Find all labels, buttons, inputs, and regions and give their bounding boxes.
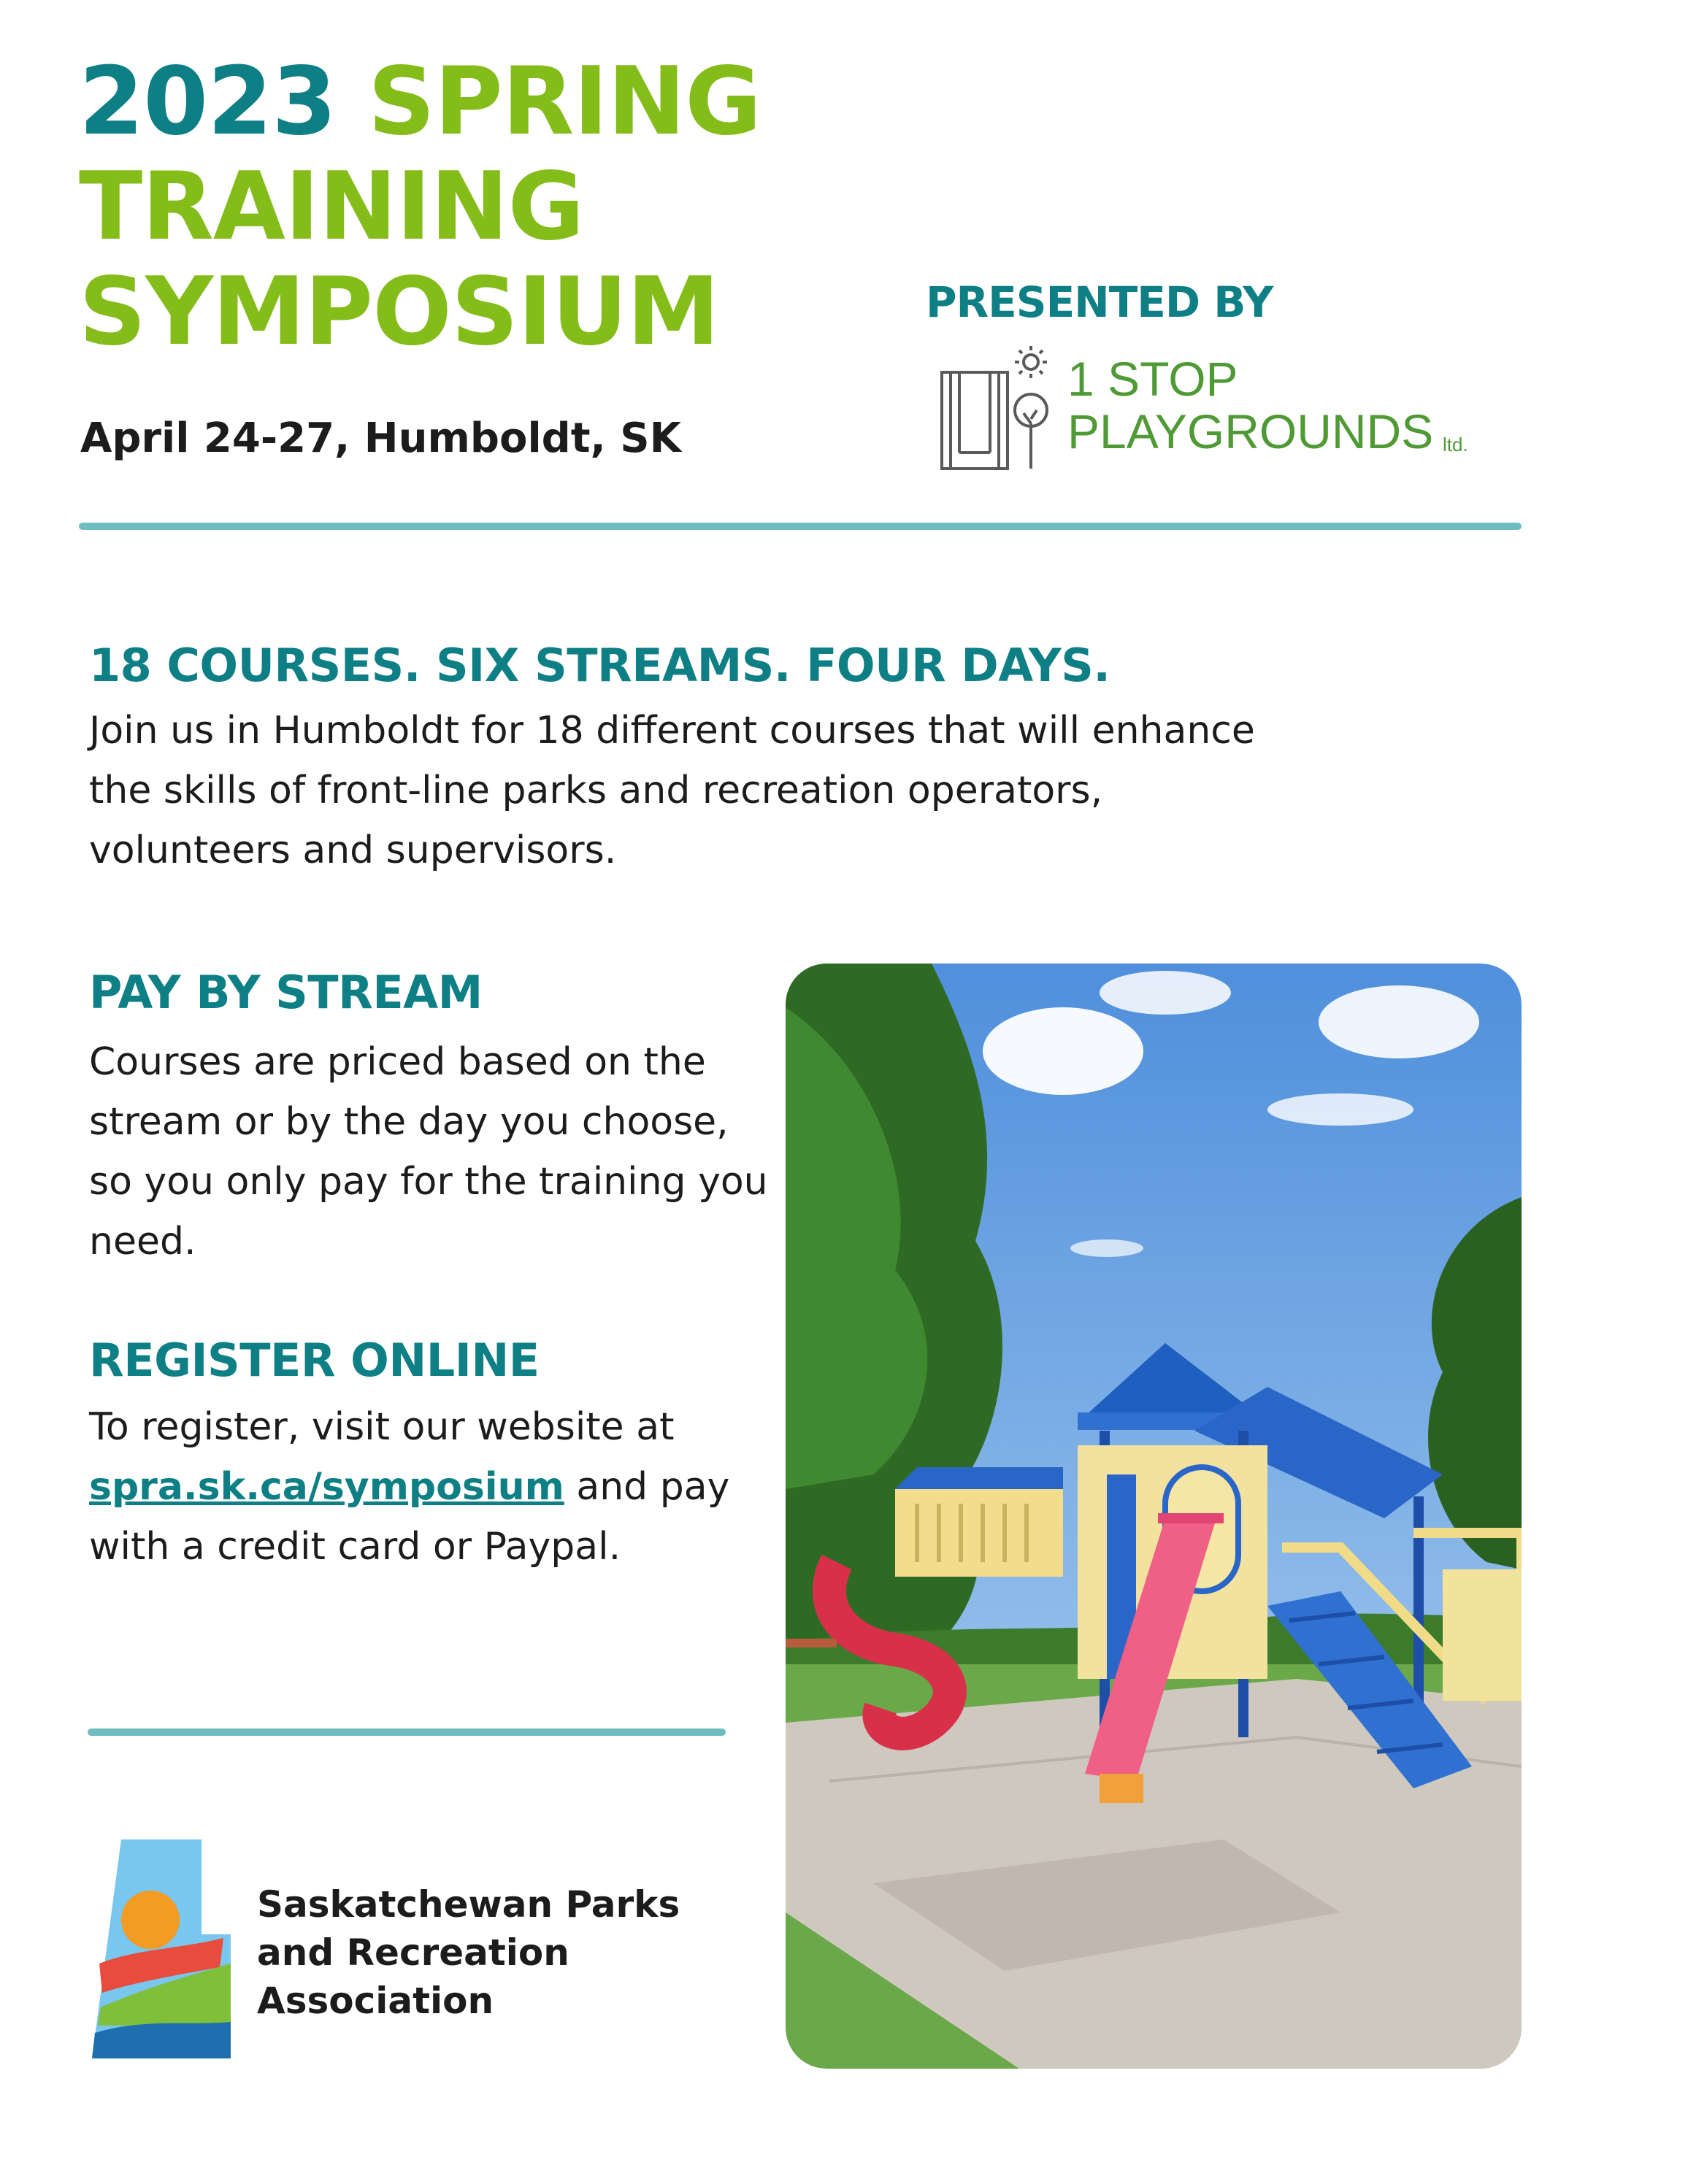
register-text-before: To register, visit our website at — [89, 1405, 675, 1449]
divider-top — [79, 523, 1522, 530]
org-line-2: and Recreation — [257, 1931, 569, 1974]
title-year: 2023 — [79, 47, 337, 156]
presented-by-label: PRESENTED BY — [926, 277, 1273, 327]
playground-photo — [786, 964, 1522, 2069]
symposium-link[interactable]: spra.sk.ca/symposium — [89, 1465, 564, 1509]
organization-name — [257, 1880, 680, 2025]
spra-logo — [92, 1839, 231, 2058]
org-line-3: Association — [257, 1980, 494, 2022]
title-word-training: TRAINING — [79, 153, 584, 261]
sponsor-suffix: ltd. — [1443, 434, 1468, 455]
sponsor-name-line2: PLAYGROUNDS — [1067, 404, 1434, 458]
register-heading: REGISTER ONLINE — [89, 1334, 540, 1387]
sponsor-name-line1: 1 STOP — [1067, 352, 1238, 406]
org-line-1: Saskatchewan Parks — [257, 1883, 680, 1926]
courses-heading: 18 COURSES. SIX STREAMS. FOUR DAYS. — [89, 639, 1110, 692]
register-text-after: and pay with a credit card or Paypal. — [89, 1465, 730, 1569]
divider-bottom — [88, 1729, 726, 1736]
pay-body: Courses are priced based on the stream or by the day you choose, so you only pay for the training you need. — [89, 1040, 768, 1264]
event-date-location: April 24-27, Humboldt, SK — [80, 415, 681, 462]
page-title — [79, 47, 761, 366]
courses-body: Join us in Humboldt for 18 different courses that will enhance the skills of front-line parks and recreation operators, volunteers and supervisors. — [89, 709, 1255, 872]
register-body — [89, 1397, 768, 1577]
title-word-spring: SPRING — [367, 47, 761, 156]
pay-heading: PAY BY STREAM — [89, 966, 483, 1019]
title-word-symposium: SYMPOSIUM — [79, 258, 719, 366]
